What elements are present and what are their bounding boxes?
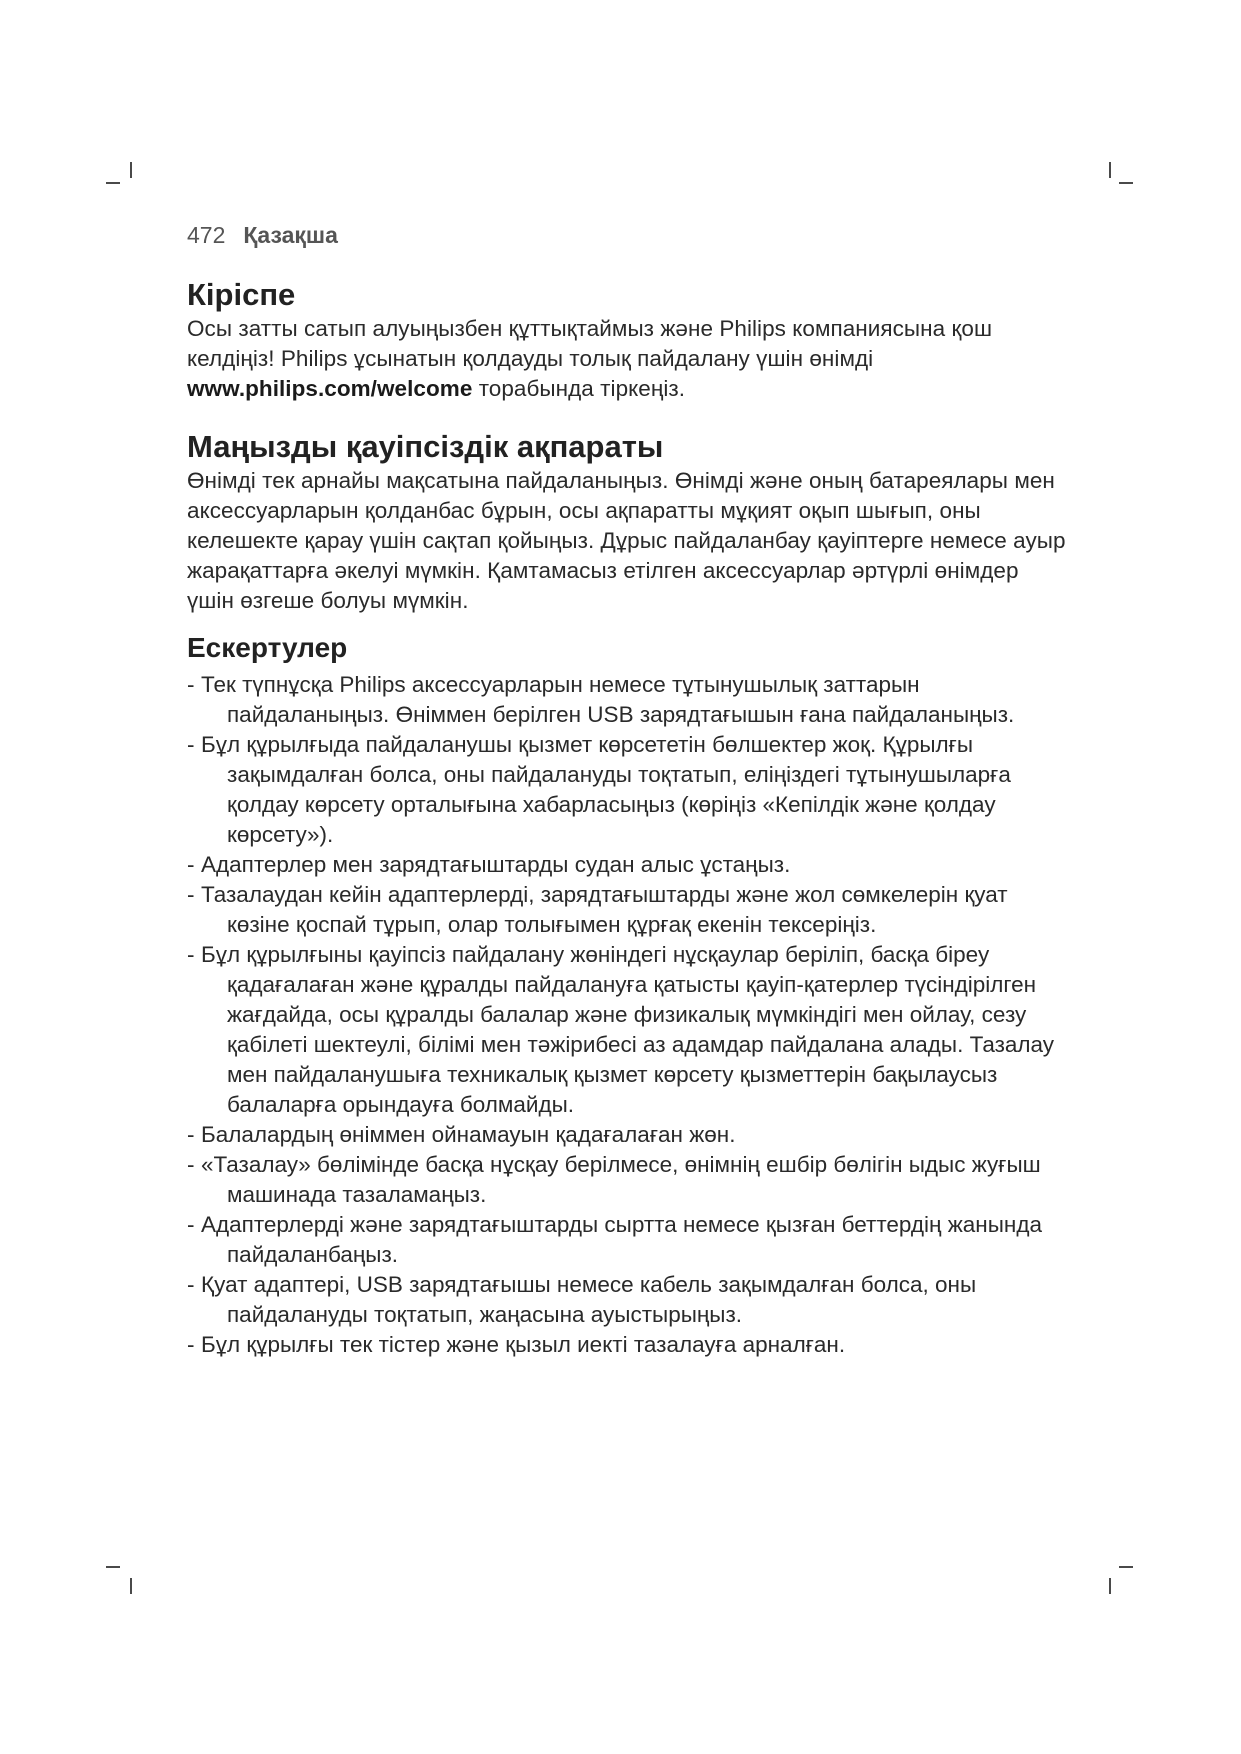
safety-heading: Маңызды қауіпсіздік ақпараты <box>187 429 664 464</box>
list-item <box>187 1210 1067 1270</box>
warning-text: Бұл құрылғыны қауіпсіз пайдалану жөніндегі нұсқаулар беріліп, басқа біреу қадағалаған және құралды пайдалануға қатысты қауіп-қатерлер түсіндірілген жағдайда, осы құралды балалар және физикалық мүмкіндігі мен ойлау, сезу қабілеті шектеулі, білімі мен тәжірибесі аз адамдар пайдалана алады. Тазалау мен пайдаланушыға техникалық қызмет көрсету қызметтерін бақылаусыз балаларға орындауға болмайды. <box>201 942 1055 1117</box>
list-item <box>187 1270 1067 1330</box>
crop-mark-top-right-v <box>1109 162 1111 178</box>
warning-text: Адаптерлерді және зарядтағыштарды сыртта немесе қызған беттердің жанында пайдаланбаңыз. <box>201 1212 1042 1267</box>
bullet-dash: - <box>187 1332 195 1357</box>
warning-text: Тек түпнұсқа Philips аксессуарларын немесе тұтынушылық заттарын пайдаланыңыз. Өніммен берілген USB зарядтағышын ғана пайдаланыңыз. <box>201 672 1015 727</box>
registration-url: www.philips.com/welcome <box>187 376 473 401</box>
language-label: Қазақша <box>243 222 338 248</box>
warning-text: Бұл құрылғыда пайдаланушы қызмет көрсететін бөлшектер жоқ. Құрылғы зақымдалған болса, оны пайдалануды тоқтатып, еліңіздегі тұтынушыларға қолдау көрсету орталығына хабарласыңыз (көріңіз «Кепілдік және қолдау көрсету»). <box>201 732 1011 847</box>
bullet-dash: - <box>187 1272 195 1297</box>
list-item <box>187 1330 1067 1360</box>
warnings-list <box>187 670 1067 1360</box>
intro-text-after-url: торабында тіркеңіз. <box>472 376 686 401</box>
list-item <box>187 880 1067 940</box>
list-item <box>187 940 1067 1120</box>
crop-mark-top-right-h <box>1119 182 1133 184</box>
warning-text: Балалардың өніммен ойнамауын қадағалаған жөн. <box>201 1122 736 1147</box>
bullet-dash: - <box>187 1212 195 1237</box>
bullet-dash: - <box>187 1122 195 1147</box>
crop-mark-top-left-v <box>130 162 132 178</box>
bullet-dash: - <box>187 942 195 967</box>
crop-mark-top-left-h <box>106 182 120 184</box>
crop-mark-bottom-left-h <box>106 1566 120 1568</box>
bullet-dash: - <box>187 672 195 697</box>
page-header <box>187 220 1067 250</box>
warning-text: «Тазалау» бөлімінде басқа нұсқау берілмесе, өнімнің ешбір бөлігін ыдыс жуғыш машинада тазаламаңыз. <box>201 1152 1041 1207</box>
page-number: 472 <box>187 222 226 248</box>
list-item <box>187 1120 1067 1150</box>
list-item <box>187 850 1067 880</box>
warning-text: Тазалаудан кейін адаптерлерді, зарядтағыштарды және жол сөмкелерін қуат көзіне қоспай тұрып, олар толығымен құрғақ екенін тексеріңіз. <box>201 882 1008 937</box>
warning-text: Адаптерлер мен зарядтағыштарды судан алыс ұстаңыз. <box>201 852 791 877</box>
warnings-heading: Ескертулер <box>187 632 348 663</box>
bullet-dash: - <box>187 732 195 757</box>
list-item <box>187 670 1067 730</box>
intro-paragraph <box>187 314 1067 404</box>
warning-text: Бұл құрылғы тек тістер және қызыл иекті тазалауға арналған. <box>201 1332 846 1357</box>
list-item <box>187 1150 1067 1210</box>
bullet-dash: - <box>187 852 195 877</box>
warning-text: Қуат адаптері, USB зарядтағышы немесе кабель зақымдалған болса, оны пайдалануды тоқтатып, жаңасына ауыстырыңыз. <box>201 1272 977 1327</box>
crop-mark-bottom-right-h <box>1119 1566 1133 1568</box>
bullet-dash: - <box>187 882 195 907</box>
page-content <box>187 220 1067 1360</box>
safety-paragraph: Өнімді тек арнайы мақсатына пайдаланыңыз. Өнімді және оның батареялары мен аксессуарларын қолданбас бұрын, осы ақпаратты мұқият оқып шығып, оны келешекте қарау үшін сақтап қойыңыз. Дұрыс пайдаланбау қауіптерге немесе ауыр жарақаттарға әкелуі мүмкін. Қамтамасыз етілген аксессуарлар әртүрлі өнімдер үшін өзгеше болуы мүмкін. <box>187 468 1066 613</box>
intro-text-before-url: Осы затты сатып алуыңызбен құттықтаймыз және Philips компаниясына қош келдіңіз! Philips ұсынатын қолдауды толық пайдалану үшін өнімді <box>187 316 993 371</box>
intro-heading: Кіріспе <box>187 277 296 312</box>
crop-mark-bottom-right-v <box>1109 1578 1111 1594</box>
bullet-dash: - <box>187 1152 195 1177</box>
list-item <box>187 730 1067 850</box>
crop-mark-bottom-left-v <box>130 1578 132 1594</box>
